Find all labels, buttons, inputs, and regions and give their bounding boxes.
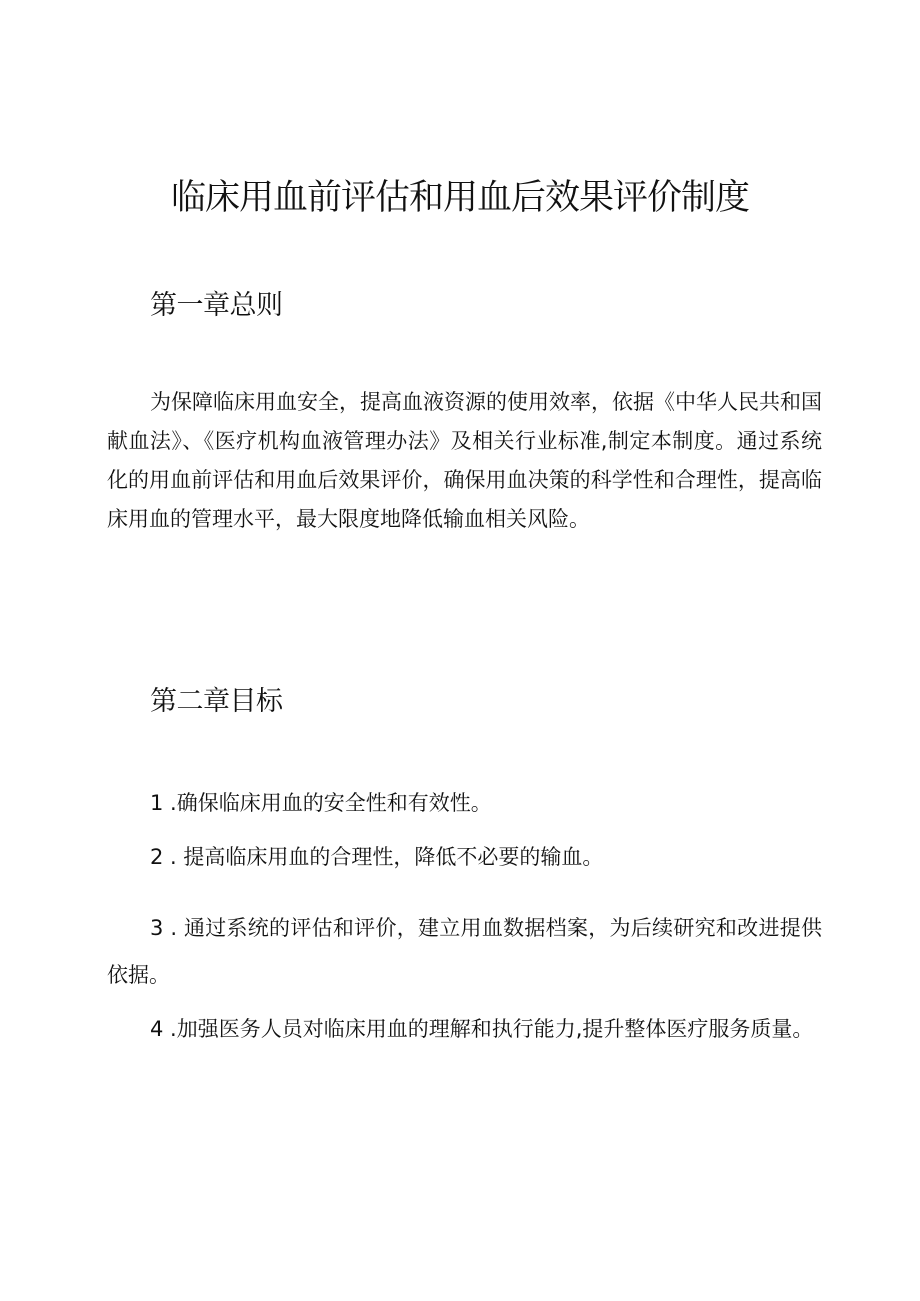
goal-item-4: 4 .加强医务人员对临床用血的理解和执行能力,提升整体医疗服务质量。: [150, 1017, 814, 1041]
chapter-1-heading: 第一章总则: [150, 290, 283, 321]
chapter-1-paragraph: 为保障临床用血安全，提高血液资源的使用效率，依据《中华人民共和国献血法》、《医疗机构血液管理办法》及相关行业标准,制定本制度。通过系统化的用血前评估和用血后效果评价，确保用血决策的科学性和合理性，提高临床用血的管理水平，最大限度地降低输血相关风险。: [107, 390, 822, 531]
goal-item-1: 1 .确保临床用血的安全性和有效性。: [150, 791, 492, 815]
document-title: 临床用血前评估和用血后效果评价制度: [170, 178, 749, 218]
goal-item-3: 3 . 通过系统的评估和评价，建立用血数据档案，为后续研究和改进提供依据。: [107, 916, 822, 987]
goal-item-2: 2 . 提高临床用血的合理性，降低不必要的输血。: [150, 845, 604, 869]
chapter-2-heading: 第二章目标: [150, 686, 283, 717]
